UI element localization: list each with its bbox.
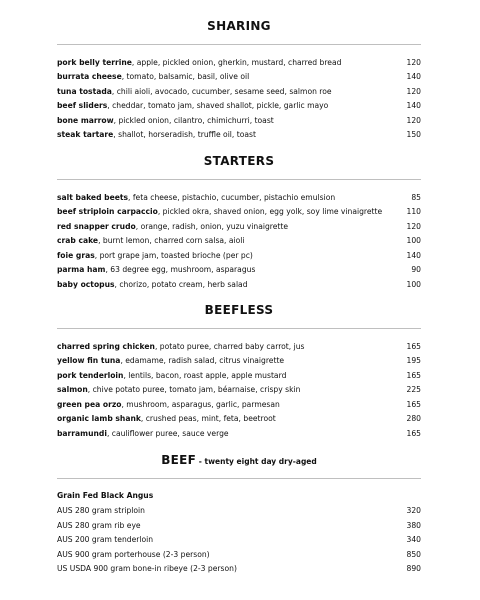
menu-item-name: steak tartare (57, 130, 114, 140)
menu-item-description (57, 385, 300, 394)
menu-item-description (57, 222, 288, 231)
menu-item (57, 383, 421, 398)
sharing-section (57, 16, 421, 142)
menu-item (57, 518, 421, 533)
beefless-items (57, 339, 421, 441)
menu-item-name: pork belly terrine (57, 57, 132, 67)
menu-item-description (57, 550, 210, 559)
menu-item-price: 225 (406, 385, 421, 395)
menu-item-description (57, 193, 335, 202)
menu-item-details: , chive potato puree, tomato jam, béarnaise, crispy skin (87, 385, 301, 395)
menu-item-description (57, 116, 274, 125)
menu-item-details: AUS 900 gram porterhouse (2-3 person) (57, 549, 210, 559)
menu-item (57, 562, 421, 577)
menu-item-description (57, 414, 276, 423)
menu-item-details: , edamame, radish salad, citrus vinaigrette (120, 356, 285, 366)
menu-item (57, 84, 421, 99)
starters-section (57, 151, 421, 292)
menu-item-price: 150 (406, 130, 421, 140)
menu-item-description (57, 130, 256, 139)
menu-item-description (57, 400, 280, 409)
menu-item-description (57, 207, 382, 216)
menu-item (57, 205, 421, 220)
menu-item-name: pork tenderloin (57, 370, 124, 380)
menu-item-name: bone marrow (57, 115, 114, 125)
menu-item-price: 120 (406, 221, 421, 231)
menu-item (57, 219, 421, 234)
menu-item-description (57, 564, 237, 573)
menu-item-description (57, 265, 255, 274)
starters-items (57, 190, 421, 292)
menu-item-name: barramundi (57, 428, 107, 438)
menu-item (57, 70, 421, 85)
menu-item-name: crab cake (57, 236, 99, 246)
menu-item-description (57, 521, 141, 530)
menu-item-description (57, 506, 145, 515)
menu-item-description (57, 535, 153, 544)
menu-item-price: 320 (406, 506, 421, 516)
menu-item-details: , chorizo, potato cream, herb salad (114, 279, 248, 289)
menu-item-price: 195 (406, 356, 421, 366)
menu-item-name: green pea orzo (57, 399, 122, 409)
divider (57, 179, 421, 180)
menu-item-details: , tomato, balsamic, basil, olive oil (121, 72, 250, 82)
menu-item (57, 504, 421, 519)
menu-item-price: 100 (406, 236, 421, 246)
menu-item-details: , port grape jam, toasted brioche (per pc) (94, 250, 253, 260)
menu-item-description (57, 280, 248, 289)
menu-item-details: , lentils, bacon, roast apple, apple mustard (123, 370, 287, 380)
beef-heading (57, 450, 421, 470)
menu-item-details: , cheddar, tomato jam, shaved shallot, pickle, garlic mayo (107, 101, 329, 111)
menu-item-price: 165 (406, 399, 421, 409)
menu-item-price: 120 (406, 57, 421, 67)
menu-item-description (57, 87, 332, 96)
menu-item-price: 85 (411, 192, 421, 202)
menu-item-price: 90 (411, 265, 421, 275)
menu-item-name: beef striploin carpaccio (57, 207, 158, 217)
menu-item (57, 263, 421, 278)
menu-item-name: charred spring chicken (57, 341, 155, 351)
menu-item-description (57, 58, 341, 67)
menu-item (57, 113, 421, 128)
menu-item (57, 547, 421, 562)
menu-item-details: , feta cheese, pistachio, cucumber, pistachio emulsion (128, 192, 336, 202)
menu-item-price: 850 (406, 549, 421, 559)
menu-item-price: 140 (406, 101, 421, 111)
menu-item-details: , mushroom, asparagus, garlic, parmesan (121, 399, 280, 409)
beefless-section (57, 300, 421, 441)
sharing-heading: SHARING (207, 19, 271, 33)
menu-item-description (57, 371, 286, 380)
menu-item-details: , crushed peas, mint, feta, beetroot (140, 414, 276, 424)
menu-item-name: yellow fin tuna (57, 356, 121, 366)
menu-item (57, 368, 421, 383)
divider (57, 44, 421, 45)
menu-item-price: 140 (406, 250, 421, 260)
menu-item-name: baby octopus (57, 279, 115, 289)
divider (57, 478, 421, 479)
menu-item (57, 99, 421, 114)
menu-item-name: red snapper crudo (57, 221, 136, 231)
menu-item (57, 533, 421, 548)
menu-item (57, 55, 421, 70)
beef-subtitle: - twenty eight day dry-aged (196, 457, 317, 466)
menu-item-price: 165 (406, 428, 421, 438)
menu-item (57, 248, 421, 263)
menu-item-name: organic lamb shank (57, 414, 141, 424)
menu-item-price: 100 (406, 279, 421, 289)
menu-item-details: AUS 280 gram striploin (57, 506, 145, 516)
beefless-heading: BEEFLESS (204, 303, 274, 317)
beef-title: BEEF (161, 453, 197, 467)
menu-item-price: 890 (406, 564, 421, 574)
beef-items (57, 504, 421, 577)
menu-item-details: AUS 200 gram tenderloin (57, 535, 154, 545)
menu-item-description (57, 251, 253, 260)
menu-item-details: , apple, pickled onion, gherkin, mustard, charred bread (131, 57, 342, 67)
menu-item-description (57, 236, 245, 245)
menu-item-description (57, 101, 328, 110)
menu-item-name: salt baked beets (57, 192, 129, 202)
menu-item-price: 110 (406, 207, 421, 217)
menu-item (57, 412, 421, 427)
menu-item-price: 340 (406, 535, 421, 545)
menu-item-details: , shallot, horseradish, truffle oil, toast (113, 130, 256, 140)
menu-item-price: 165 (406, 370, 421, 380)
menu-item-description (57, 356, 284, 365)
menu-item (57, 426, 421, 441)
starters-heading: STARTERS (203, 154, 275, 168)
menu-item-price: 165 (406, 341, 421, 351)
menu-item-price: 120 (406, 86, 421, 96)
menu-item-details: US USDA 900 gram bone-in ribeye (2-3 person) (57, 564, 237, 574)
beef-section (57, 450, 421, 576)
menu-item-description (57, 429, 229, 438)
menu-item-price: 120 (406, 115, 421, 125)
menu-item-price: 140 (406, 72, 421, 82)
menu-item (57, 190, 421, 205)
menu-item-name: beef sliders (57, 101, 108, 111)
divider (57, 328, 421, 329)
menu-item (57, 354, 421, 369)
menu-item-details: , potato puree, charred baby carrot, jus (154, 341, 305, 351)
menu-item-price: 380 (406, 520, 421, 530)
sharing-items (57, 55, 421, 142)
menu-item-name: salmon (57, 385, 88, 395)
menu-item-details: , pickled onion, cilantro, chimichurri, toast (113, 115, 274, 125)
menu-item-price: 280 (406, 414, 421, 424)
menu-item-name: tuna tostada (57, 86, 112, 96)
menu-item-details: , 63 degree egg, mushroom, asparagus (105, 265, 256, 275)
menu-item (57, 277, 421, 292)
beef-group-title: Grain Fed Black Angus (57, 491, 154, 500)
menu-item-details: , orange, radish, onion, yuzu vinaigrette (135, 221, 289, 231)
menu-item-name: burrata cheese (57, 72, 122, 82)
menu-item-details: , pickled okra, shaved onion, egg yolk, soy lime vinaigrette (157, 207, 383, 217)
menu-item (57, 128, 421, 143)
menu-item-name: parma ham (57, 265, 106, 275)
menu-item-description (57, 72, 249, 81)
menu-item-name: foie gras (57, 250, 95, 260)
menu-item-details: , chili aioli, avocado, cucumber, sesame seed, salmon roe (111, 86, 332, 96)
menu-item-details: AUS 280 gram rib eye (57, 520, 141, 530)
menu-item-details: , cauliflower puree, sauce verge (106, 428, 229, 438)
menu-item (57, 234, 421, 249)
menu-item (57, 397, 421, 412)
menu-item-description (57, 342, 305, 351)
menu-item-details: , burnt lemon, charred corn salsa, aioli (98, 236, 245, 246)
menu-item (57, 339, 421, 354)
